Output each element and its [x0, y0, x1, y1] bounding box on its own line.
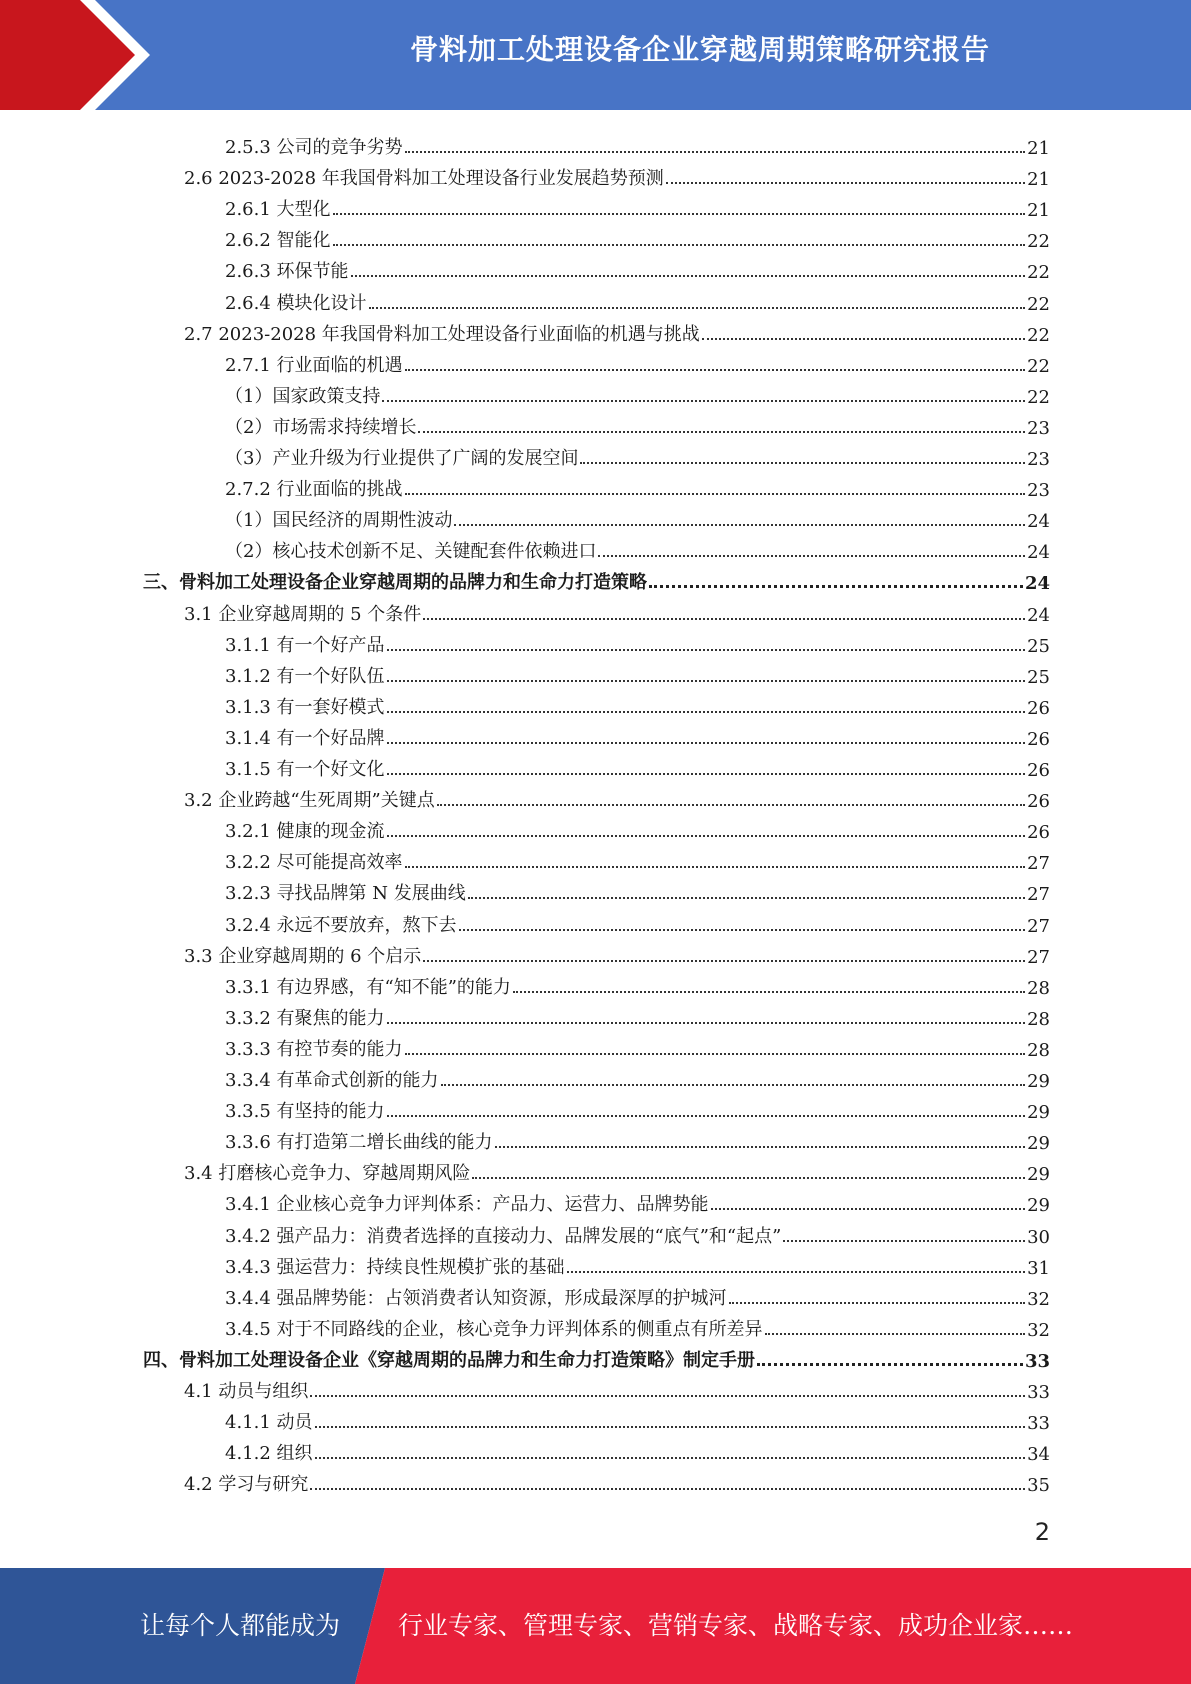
toc-entry[interactable] [184, 159, 1050, 190]
toc-entry-label: 3.1.5 有一个好文化 [225, 759, 385, 780]
toc-entry-page: 23 [1027, 449, 1050, 470]
toc-entry[interactable] [225, 1403, 1050, 1434]
toc-entry-page: 21 [1027, 169, 1050, 191]
toc-entry[interactable] [225, 968, 1050, 999]
toc-leader-dots [387, 711, 1026, 713]
toc-leader-dots [387, 649, 1026, 651]
toc-entry[interactable] [225, 1030, 1050, 1061]
toc-entry-label: （1）国家政策支持 [225, 385, 381, 407]
toc-entry-label: 3.4.4 强品牌势能：占领消费者认知资源，形成最深厚的护城河 [225, 1287, 727, 1309]
footer-slogan-left: 让每个人都能成为 [140, 1611, 341, 1640]
toc-entry-page: 31 [1027, 1257, 1050, 1279]
toc-entry-label: 3.4.2 强产品力：消费者选择的直接动力、品牌发展的“底气”和“起点” [225, 1225, 782, 1247]
toc-leader-dots [418, 431, 1025, 433]
toc-entry-label: （3）产业升级为行业提供了广阔的发展空间 [225, 448, 579, 469]
toc-leader-dots [437, 804, 1025, 806]
toc-entry-label: 2.7 2023-2028 年我国骨料加工处理设备行业面临的机遇与挑战 [184, 323, 700, 345]
toc-entry[interactable] [225, 843, 1050, 874]
toc-leader-dots [387, 1115, 1026, 1117]
toc-entry[interactable] [225, 688, 1050, 719]
toc-entry[interactable] [225, 470, 1050, 501]
toc-entry-page: 27 [1027, 915, 1050, 937]
toc-entry-page: 33 [1024, 1350, 1050, 1372]
toc-entry[interactable] [225, 1123, 1050, 1154]
toc-entry-label: （2）市场需求持续增长 [225, 416, 417, 438]
page-header [0, 0, 1191, 110]
toc-entry-page: 25 [1027, 635, 1050, 657]
toc-leader-dots [405, 866, 1026, 868]
toc-entry[interactable] [225, 1310, 1050, 1341]
toc-leader-dots [423, 618, 1025, 620]
toc-leader-dots [310, 1395, 1025, 1397]
toc-leader-dots [472, 1177, 1025, 1179]
toc-leader-dots [387, 680, 1026, 682]
toc-entry-page: 25 [1027, 666, 1050, 688]
toc-leader-dots [387, 742, 1026, 744]
toc-entry[interactable] [225, 626, 1050, 657]
toc-entry-label: 3.4.1 企业核心竞争力评判体系：产品力、运营力、品牌势能 [225, 1194, 709, 1216]
toc-entry-label: 4.1.1 动员 [225, 1412, 313, 1434]
toc-entry-label: 3.3.2 有聚焦的能力 [225, 1007, 385, 1029]
toc-entry-page: 24 [1024, 573, 1050, 595]
toc-entry-page: 28 [1027, 977, 1050, 999]
toc-entry[interactable] [225, 408, 1050, 439]
toc-entry[interactable] [225, 501, 1050, 532]
toc-entry-label: 2.6.1 大型化 [225, 199, 331, 221]
toc-entry[interactable] [225, 439, 1050, 470]
toc-entry-label: 3.4.3 强运营力：持续良性规模扩张的基础 [225, 1256, 565, 1278]
toc-entry-page: 22 [1027, 262, 1050, 284]
toc-entry[interactable] [225, 221, 1050, 252]
toc-entry[interactable] [225, 874, 1050, 905]
toc-entry-label: 3.2 企业跨越“生死周期”关键点 [184, 790, 435, 812]
toc-entry-page: 29 [1027, 1102, 1050, 1124]
page-number: 2 [1034, 1518, 1050, 1546]
toc-entry-label: 2.7.1 行业面临的机遇 [225, 354, 403, 376]
toc-entry[interactable] [225, 999, 1050, 1030]
toc-entry[interactable] [225, 812, 1050, 843]
toc-entry-label: 3.1 企业穿越周期的 5 个条件 [184, 603, 422, 625]
toc-entry[interactable] [143, 1341, 1050, 1372]
toc-entry[interactable] [225, 346, 1050, 377]
toc-entry-label: 3.1.1 有一个好产品 [225, 634, 385, 656]
toc-entry[interactable] [225, 1061, 1050, 1092]
toc-entry-label: 3.3.6 有打造第二增长曲线的能力 [225, 1132, 493, 1154]
toc-entry[interactable] [143, 563, 1050, 594]
toc-entry-page: 22 [1027, 355, 1050, 377]
toc-leader-dots [459, 929, 1026, 931]
toc-leader-dots [423, 960, 1025, 962]
toc-leader-dots [567, 1271, 1026, 1273]
toc-leader-dots [405, 151, 1026, 153]
toc-entry-page: 26 [1027, 697, 1050, 719]
toc-entry[interactable] [225, 1217, 1050, 1248]
toc-entry-page: 24 [1027, 511, 1050, 533]
toc-entry[interactable] [225, 906, 1050, 937]
toc-entry[interactable] [184, 595, 1050, 626]
toc-entry-label: （2）核心技术创新不足、关键配套件依赖进口 [225, 541, 597, 563]
toc-entry-page: 28 [1027, 1039, 1050, 1061]
toc-entry[interactable] [225, 377, 1050, 408]
toc-entry[interactable] [225, 1434, 1050, 1465]
toc-entry[interactable] [225, 657, 1050, 688]
toc-leader-dots [649, 585, 1023, 588]
toc-entry-label: 3.1.2 有一个好队伍 [225, 665, 385, 687]
footer-slogan-right: 行业专家、管理专家、营销专家、战略专家、成功企业家…… [398, 1611, 1074, 1640]
toc-leader-dots [729, 1302, 1026, 1304]
toc-leader-dots [757, 1363, 1023, 1366]
toc-entry-page: 28 [1027, 1008, 1050, 1030]
toc-entry-label: 2.6.2 智能化 [225, 230, 331, 252]
toc-entry-page: 30 [1027, 1226, 1050, 1248]
toc-entry-label: 3.2.4 永远不要放弃，熬下去 [225, 914, 457, 936]
toc-entry-label: 2.5.3 公司的竞争劣势 [225, 137, 403, 158]
toc-entry-page: 21 [1027, 200, 1050, 222]
toc-entry-label: 3.3 企业穿越周期的 6 个启示 [184, 945, 422, 967]
toc-leader-dots [765, 1333, 1026, 1335]
toc-entry-page: 32 [1027, 1319, 1050, 1341]
toc-entry-label: 3.1.4 有一个好品牌 [225, 727, 385, 749]
toc-leader-dots [315, 1426, 1026, 1428]
toc-entry-page: 27 [1027, 884, 1050, 906]
toc-entry[interactable] [225, 1092, 1050, 1123]
toc-entry[interactable] [184, 1465, 1050, 1496]
toc-entry[interactable] [225, 719, 1050, 750]
toc-entry[interactable] [184, 315, 1050, 346]
toc-entry-label: 3.4 打磨核心竞争力、穿越周期风险 [184, 1163, 471, 1185]
toc-entry-label: 2.6.4 模块化设计 [225, 292, 367, 314]
toc-entry-label: （1）国民经济的周期性波动 [225, 510, 453, 532]
toc-entry-label: 3.2.2 尽可能提高效率 [225, 852, 403, 874]
toc-leader-dots [598, 555, 1025, 557]
toc-entry[interactable] [184, 937, 1050, 968]
toc-entry[interactable] [225, 284, 1050, 315]
toc-entry-page: 24 [1027, 604, 1050, 626]
toc-leader-dots [315, 1457, 1026, 1459]
toc-entry-label: 三、骨料加工处理设备企业穿越周期的品牌力和生命力打造策略 [143, 572, 647, 594]
toc-leader-dots [387, 1022, 1026, 1024]
toc-entry-page: 27 [1027, 853, 1050, 875]
toc-entry-label: 3.4.5 对于不同路线的企业，核心竞争力评判体系的侧重点有所差异 [225, 1318, 763, 1340]
toc-entry-page: 29 [1027, 1164, 1050, 1186]
toc-entry-label: 3.3.1 有边界感，有“知不能”的能力 [225, 976, 511, 998]
toc-leader-dots [351, 275, 1026, 277]
toc-leader-dots [666, 182, 1025, 184]
toc-leader-dots [495, 1146, 1026, 1148]
toc-leader-dots [369, 307, 1026, 309]
toc-leader-dots [310, 1488, 1025, 1490]
toc-entry-label: 3.2.3 寻找品牌第 N 发展曲线 [225, 883, 466, 905]
toc-entry-page: 26 [1027, 822, 1050, 844]
toc-entry-page: 33 [1027, 1382, 1050, 1403]
toc-entry-page: 24 [1027, 542, 1050, 564]
toc-entry[interactable] [184, 781, 1050, 812]
toc-entry-label: 四、骨料加工处理设备企业《穿越周期的品牌力和生命力打造策略》制定手册 [143, 1349, 755, 1371]
toc-entry[interactable] [225, 750, 1050, 781]
toc-entry-page: 26 [1027, 760, 1050, 781]
toc-entry[interactable] [225, 1279, 1050, 1310]
toc-entry-label: 3.3.5 有坚持的能力 [225, 1101, 385, 1123]
toc-leader-dots [783, 1240, 1025, 1242]
toc-entry-label: 3.1.3 有一套好模式 [225, 696, 385, 718]
toc-entry-page: 35 [1027, 1475, 1050, 1497]
toc-leader-dots [711, 1208, 1026, 1210]
toc-leader-dots [333, 213, 1026, 215]
toc-entry[interactable] [184, 1154, 1050, 1185]
toc-entry[interactable] [225, 532, 1050, 563]
toc-entry-page: 21 [1027, 138, 1050, 159]
toc-entry-page: 23 [1027, 417, 1050, 439]
toc-entry-label: 2.7.2 行业面临的挑战 [225, 479, 403, 501]
toc-entry-label: 4.1.2 组织 [225, 1443, 313, 1465]
toc-entry-page: 33 [1027, 1413, 1050, 1435]
toc-entry-label: 3.2.1 健康的现金流 [225, 821, 385, 843]
toc-entry-page: 22 [1027, 324, 1050, 346]
toc-leader-dots [702, 338, 1025, 340]
toc-entry-page: 34 [1027, 1444, 1050, 1466]
toc-leader-dots [580, 462, 1025, 464]
report-title: 骨料加工处理设备企业穿越周期策略研究报告 [409, 33, 990, 66]
toc-entry-page: 29 [1027, 1133, 1050, 1155]
toc-entry-label: 4.2 学习与研究 [184, 1474, 309, 1496]
toc-entry-page: 22 [1027, 386, 1050, 408]
toc-entry-label: 3.3.4 有革命式创新的能力 [225, 1070, 439, 1091]
toc-entry[interactable] [184, 1372, 1050, 1403]
toc-entry[interactable] [225, 1248, 1050, 1279]
toc-entry-label: 4.1 动员与组织 [184, 1381, 309, 1402]
toc-leader-dots [441, 1084, 1026, 1086]
toc-entry-page: 29 [1027, 1195, 1050, 1217]
toc-leader-dots [405, 369, 1026, 371]
toc-entry[interactable] [225, 128, 1050, 159]
toc-leader-dots [468, 897, 1025, 899]
toc-leader-dots [405, 1053, 1026, 1055]
toc-leader-dots [454, 524, 1025, 526]
toc-leader-dots [333, 244, 1026, 246]
toc-entry-page: 29 [1027, 1071, 1050, 1092]
toc-entry[interactable] [225, 1185, 1050, 1216]
toc-entry-page: 26 [1027, 791, 1050, 813]
toc-leader-dots [405, 493, 1026, 495]
page-footer [0, 1568, 1191, 1684]
toc-entry-label: 2.6.3 环保节能 [225, 261, 349, 283]
toc-leader-dots [387, 773, 1026, 775]
toc-entry-page: 27 [1027, 946, 1050, 968]
toc-entry[interactable] [225, 190, 1050, 221]
toc-leader-dots [513, 991, 1025, 993]
toc-entry[interactable] [225, 252, 1050, 283]
toc-entry-page: 23 [1027, 480, 1050, 502]
toc-leader-dots [387, 835, 1026, 837]
toc-entry-page: 32 [1027, 1288, 1050, 1310]
toc-entry-label: 2.6 2023-2028 年我国骨料加工处理设备行业发展趋势预测 [184, 168, 664, 190]
toc-entry-page: 22 [1027, 293, 1050, 315]
toc-leader-dots [382, 400, 1025, 402]
toc-entry-page: 26 [1027, 728, 1050, 750]
toc-entry-label: 3.3.3 有控节奏的能力 [225, 1038, 403, 1060]
toc-entry-page: 22 [1027, 231, 1050, 253]
